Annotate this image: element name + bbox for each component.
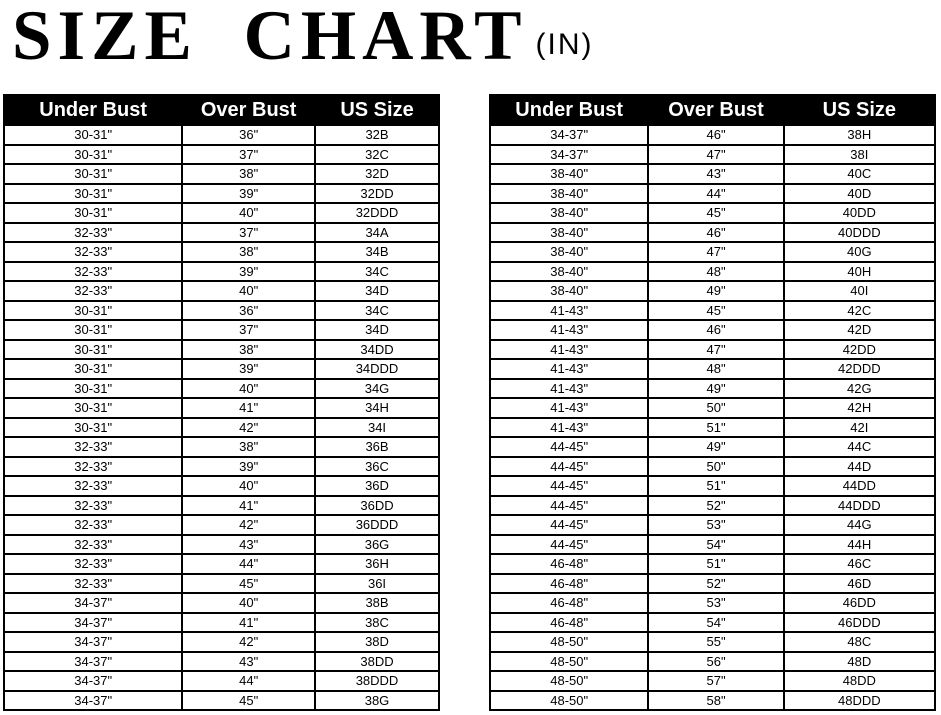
table-cell: 54"	[648, 535, 783, 555]
table-row	[490, 457, 935, 477]
table-row	[4, 184, 439, 204]
table-cell: 34DD	[315, 340, 439, 360]
table-cell: 47"	[648, 145, 783, 165]
table-row	[4, 125, 439, 145]
table-cell: 40DD	[784, 203, 935, 223]
table-cell: 30-31"	[4, 379, 182, 399]
table-cell: 46-48"	[490, 574, 648, 594]
table-cell: 41"	[182, 398, 315, 418]
table-cell: 41-43"	[490, 359, 648, 379]
table-cell: 51"	[648, 554, 783, 574]
table-cell: 42C	[784, 301, 935, 321]
table-cell: 30-31"	[4, 145, 182, 165]
column-header: US Size	[784, 95, 935, 125]
table-cell: 48DDD	[784, 691, 935, 711]
table-cell: 46-48"	[490, 593, 648, 613]
table-cell: 44-45"	[490, 457, 648, 477]
table-cell: 32B	[315, 125, 439, 145]
table-cell: 40"	[182, 203, 315, 223]
table-row	[4, 418, 439, 438]
table-cell: 37"	[182, 145, 315, 165]
table-cell: 44"	[648, 184, 783, 204]
table-cell: 32-33"	[4, 262, 182, 282]
table-cell: 41-43"	[490, 379, 648, 399]
table-cell: 32-33"	[4, 554, 182, 574]
table-row	[490, 359, 935, 379]
table-row	[4, 437, 439, 457]
table-row	[490, 281, 935, 301]
table-cell: 39"	[182, 359, 315, 379]
table-row	[4, 145, 439, 165]
table-cell: 45"	[182, 574, 315, 594]
table-cell: 34G	[315, 379, 439, 399]
table-row	[490, 652, 935, 672]
table-cell: 38"	[182, 242, 315, 262]
table-cell: 46-48"	[490, 554, 648, 574]
table-row	[4, 164, 439, 184]
table-cell: 46"	[648, 223, 783, 243]
table-cell: 36DD	[315, 496, 439, 516]
table-row	[4, 223, 439, 243]
table-row	[4, 632, 439, 652]
table-cell: 49"	[648, 437, 783, 457]
table-cell: 44"	[182, 671, 315, 691]
table-cell: 32C	[315, 145, 439, 165]
table-cell: 44"	[182, 554, 315, 574]
table-cell: 41-43"	[490, 398, 648, 418]
table-cell: 44G	[784, 515, 935, 535]
table-cell: 32-33"	[4, 496, 182, 516]
table-row	[490, 613, 935, 633]
table-cell: 38-40"	[490, 223, 648, 243]
table-cell: 44DDD	[784, 496, 935, 516]
table-cell: 48"	[648, 262, 783, 282]
table-row	[490, 145, 935, 165]
table-cell: 34-37"	[4, 652, 182, 672]
table-row	[4, 301, 439, 321]
table-row	[490, 554, 935, 574]
header-row	[4, 95, 439, 125]
column-header: Over Bust	[182, 95, 315, 125]
table-cell: 40"	[182, 379, 315, 399]
table-cell: 42G	[784, 379, 935, 399]
table-cell: 32DD	[315, 184, 439, 204]
table-row	[490, 535, 935, 555]
table-cell: 41-43"	[490, 418, 648, 438]
table-row	[4, 476, 439, 496]
table-row	[4, 340, 439, 360]
table-cell: 47"	[648, 340, 783, 360]
column-header: US Size	[315, 95, 439, 125]
table-cell: 44-45"	[490, 437, 648, 457]
table-cell: 32D	[315, 164, 439, 184]
table-cell: 43"	[182, 535, 315, 555]
table-cell: 41-43"	[490, 301, 648, 321]
table-cell: 48-50"	[490, 671, 648, 691]
table-cell: 36G	[315, 535, 439, 555]
table-cell: 51"	[648, 476, 783, 496]
table-cell: 30-31"	[4, 320, 182, 340]
table-cell: 32-33"	[4, 242, 182, 262]
table-cell: 55"	[648, 632, 783, 652]
table-cell: 38-40"	[490, 281, 648, 301]
table-row	[4, 652, 439, 672]
table-cell: 32-33"	[4, 281, 182, 301]
table-cell: 48D	[784, 652, 935, 672]
table-cell: 48-50"	[490, 652, 648, 672]
table-row	[4, 262, 439, 282]
table-row	[4, 398, 439, 418]
table-cell: 38B	[315, 593, 439, 613]
table-row	[490, 574, 935, 594]
table-cell: 48"	[648, 359, 783, 379]
table-row	[4, 535, 439, 555]
table-cell: 46C	[784, 554, 935, 574]
table-body	[4, 125, 439, 710]
page-title	[12, 0, 593, 77]
table-cell: 49"	[648, 379, 783, 399]
table-cell: 36H	[315, 554, 439, 574]
title-text: SIZE CHART	[12, 0, 528, 75]
table-cell: 41-43"	[490, 320, 648, 340]
table-cell: 52"	[648, 574, 783, 594]
table-cell: 34D	[315, 320, 439, 340]
table-cell: 46"	[648, 125, 783, 145]
table-row	[490, 398, 935, 418]
table-row	[490, 125, 935, 145]
table-cell: 43"	[182, 652, 315, 672]
table-cell: 45"	[648, 203, 783, 223]
table-cell: 38-40"	[490, 203, 648, 223]
table-row	[4, 281, 439, 301]
column-header: Under Bust	[4, 95, 182, 125]
table-cell: 38G	[315, 691, 439, 711]
table-cell: 44D	[784, 457, 935, 477]
table-cell: 39"	[182, 184, 315, 204]
table-cell: 48C	[784, 632, 935, 652]
table-cell: 36DDD	[315, 515, 439, 535]
table-row	[490, 164, 935, 184]
table-cell: 32-33"	[4, 574, 182, 594]
table-cell: 52"	[648, 496, 783, 516]
table-row	[4, 242, 439, 262]
table-cell: 36D	[315, 476, 439, 496]
table-cell: 47"	[648, 242, 783, 262]
table-row	[4, 320, 439, 340]
table-cell: 51"	[648, 418, 783, 438]
table-row	[4, 457, 439, 477]
table-cell: 34-37"	[490, 125, 648, 145]
table-row	[4, 574, 439, 594]
table-cell: 43"	[648, 164, 783, 184]
table-row	[490, 379, 935, 399]
table-cell: 34B	[315, 242, 439, 262]
table-cell: 53"	[648, 515, 783, 535]
table-cell: 38DDD	[315, 671, 439, 691]
table-cell: 34C	[315, 301, 439, 321]
table-cell: 30-31"	[4, 340, 182, 360]
header-row	[490, 95, 935, 125]
table-cell: 45"	[182, 691, 315, 711]
table-cell: 36"	[182, 301, 315, 321]
table-cell: 42"	[182, 515, 315, 535]
table-cell: 30-31"	[4, 203, 182, 223]
table-row	[490, 691, 935, 711]
size-table-left	[3, 94, 440, 711]
table-row	[490, 262, 935, 282]
table-cell: 44H	[784, 535, 935, 555]
table-cell: 39"	[182, 262, 315, 282]
table-cell: 53"	[648, 593, 783, 613]
table-cell: 42H	[784, 398, 935, 418]
table-cell: 34A	[315, 223, 439, 243]
table-cell: 37"	[182, 320, 315, 340]
table-row	[4, 379, 439, 399]
table-cell: 44-45"	[490, 476, 648, 496]
table-cell: 50"	[648, 457, 783, 477]
table-cell: 34DDD	[315, 359, 439, 379]
table-row	[4, 203, 439, 223]
table-cell: 36C	[315, 457, 439, 477]
table-row	[4, 496, 439, 516]
table-cell: 39"	[182, 457, 315, 477]
table-cell: 40H	[784, 262, 935, 282]
table-cell: 32-33"	[4, 457, 182, 477]
table-cell: 30-31"	[4, 359, 182, 379]
table-cell: 38"	[182, 437, 315, 457]
table-cell: 40I	[784, 281, 935, 301]
table-cell: 34-37"	[4, 691, 182, 711]
table-cell: 38-40"	[490, 242, 648, 262]
table-cell: 44-45"	[490, 535, 648, 555]
table-cell: 57"	[648, 671, 783, 691]
table-cell: 46-48"	[490, 613, 648, 633]
table-cell: 44C	[784, 437, 935, 457]
table-cell: 42"	[182, 418, 315, 438]
table-cell: 42I	[784, 418, 935, 438]
table-cell: 32-33"	[4, 437, 182, 457]
table-cell: 30-31"	[4, 184, 182, 204]
table-cell: 30-31"	[4, 125, 182, 145]
table-cell: 38"	[182, 164, 315, 184]
table-cell: 46DD	[784, 593, 935, 613]
table-row	[490, 203, 935, 223]
table-cell: 48-50"	[490, 632, 648, 652]
table-row	[490, 242, 935, 262]
table-cell: 49"	[648, 281, 783, 301]
table-row	[490, 184, 935, 204]
table-row	[490, 223, 935, 243]
table-cell: 32-33"	[4, 515, 182, 535]
table-row	[490, 632, 935, 652]
table-cell: 38DD	[315, 652, 439, 672]
table-cell: 42D	[784, 320, 935, 340]
table-cell: 32-33"	[4, 476, 182, 496]
table-row	[4, 359, 439, 379]
table-cell: 44-45"	[490, 496, 648, 516]
table-cell: 36I	[315, 574, 439, 594]
table-cell: 32-33"	[4, 535, 182, 555]
table-cell: 41"	[182, 496, 315, 516]
table-cell: 30-31"	[4, 301, 182, 321]
table-cell: 30-31"	[4, 418, 182, 438]
table-row	[490, 320, 935, 340]
table-cell: 32-33"	[4, 223, 182, 243]
table-cell: 34-37"	[4, 593, 182, 613]
table-cell: 40DDD	[784, 223, 935, 243]
table-row	[4, 515, 439, 535]
table-cell: 30-31"	[4, 398, 182, 418]
table-cell: 40"	[182, 281, 315, 301]
table-cell: 34D	[315, 281, 439, 301]
table-cell: 37"	[182, 223, 315, 243]
table-cell: 40"	[182, 593, 315, 613]
table-row	[490, 340, 935, 360]
table-row	[490, 476, 935, 496]
table-cell: 46"	[648, 320, 783, 340]
table-row	[4, 671, 439, 691]
table-cell: 40"	[182, 476, 315, 496]
table-body	[490, 125, 935, 710]
table-cell: 30-31"	[4, 164, 182, 184]
table-cell: 38H	[784, 125, 935, 145]
table-cell: 42DDD	[784, 359, 935, 379]
table-cell: 54"	[648, 613, 783, 633]
table-cell: 34-37"	[4, 613, 182, 633]
table-cell: 38C	[315, 613, 439, 633]
table-row	[490, 496, 935, 516]
table-cell: 41-43"	[490, 340, 648, 360]
table-cell: 48-50"	[490, 691, 648, 711]
table-row	[490, 593, 935, 613]
size-table-right	[489, 94, 936, 711]
table-cell: 44DD	[784, 476, 935, 496]
column-header: Under Bust	[490, 95, 648, 125]
table-row	[4, 593, 439, 613]
table-cell: 34I	[315, 418, 439, 438]
table-cell: 34H	[315, 398, 439, 418]
table-cell: 42DD	[784, 340, 935, 360]
title-unit: (IN)	[535, 28, 594, 61]
table-cell: 56"	[648, 652, 783, 672]
table-cell: 38-40"	[490, 184, 648, 204]
table-cell: 38-40"	[490, 164, 648, 184]
column-header: Over Bust	[648, 95, 783, 125]
table-cell: 34-37"	[490, 145, 648, 165]
table-cell: 38"	[182, 340, 315, 360]
table-cell: 40D	[784, 184, 935, 204]
table-cell: 38D	[315, 632, 439, 652]
table-cell: 34-37"	[4, 671, 182, 691]
table-row	[490, 671, 935, 691]
table-cell: 38-40"	[490, 262, 648, 282]
table-row	[4, 554, 439, 574]
table-cell: 38I	[784, 145, 935, 165]
table-row	[490, 515, 935, 535]
table-row	[4, 691, 439, 711]
table-cell: 42"	[182, 632, 315, 652]
table-cell: 48DD	[784, 671, 935, 691]
table-row	[490, 301, 935, 321]
table-cell: 36"	[182, 125, 315, 145]
table-cell: 34C	[315, 262, 439, 282]
table-cell: 40C	[784, 164, 935, 184]
table-cell: 46D	[784, 574, 935, 594]
table-row	[490, 437, 935, 457]
table-cell: 32DDD	[315, 203, 439, 223]
table-cell: 46DDD	[784, 613, 935, 633]
table-cell: 36B	[315, 437, 439, 457]
table-cell: 58"	[648, 691, 783, 711]
table-cell: 50"	[648, 398, 783, 418]
table-cell: 45"	[648, 301, 783, 321]
table-cell: 44-45"	[490, 515, 648, 535]
table-cell: 40G	[784, 242, 935, 262]
table-cell: 34-37"	[4, 632, 182, 652]
table-row	[490, 418, 935, 438]
table-cell: 41"	[182, 613, 315, 633]
table-row	[4, 613, 439, 633]
